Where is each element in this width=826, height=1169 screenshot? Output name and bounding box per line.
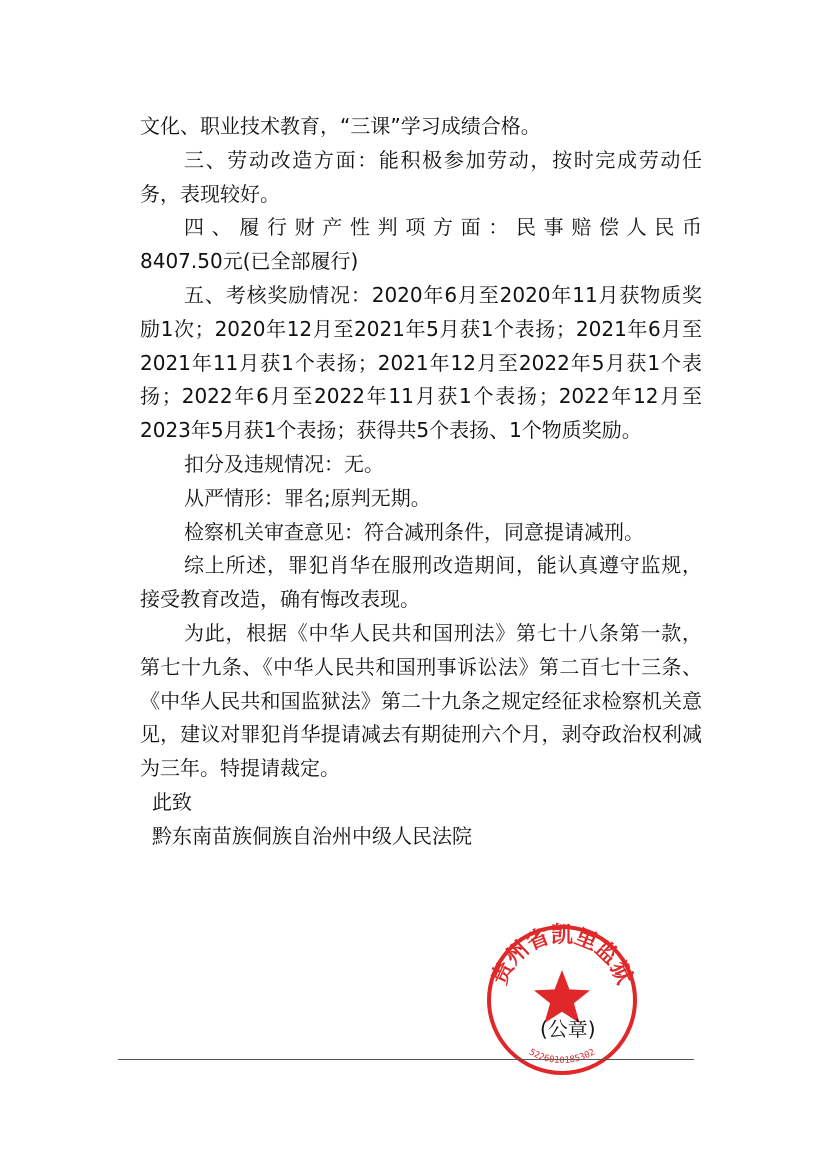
paragraph-summary: 综上所述，罪犯肖华在服刑改造期间，能认真遵守监规，接受教育改造，确有悔改表现。 (140, 553, 702, 612)
paragraph-labor: 三、劳动改造方面：能积极参加劳动，按时完成劳动任务，表现较好。 (140, 147, 702, 206)
seal-note: (公章) (540, 1017, 596, 1041)
official-seal (484, 922, 640, 1078)
paragraph-proposal: 为此，根据《中华人民共和国刑法》第七十八条第一款，第七十九条、《中华人民共和国刑事诉讼法》第二百七十三条、《中华人民共和国监狱法》第二十九条之规定经征求检察机关意见，建议对罪犯肖华提请减去有期徒刑六个月，剥夺政治权利减为三年。特提请裁定。 (140, 620, 702, 781)
paragraph-strict: 从严情形：罪名;原判无期。 (184, 485, 431, 510)
salutation: 此致 (152, 789, 192, 814)
paragraph-rewards: 五、考核奖励情况：2020年6月至2020年11月获物质奖励1次；2020年12月至2021年5月获1个表扬；2021年6月至2021年11月获1个表扬；2021年12月至2022年5月获1个表扬；2022年6月至2022年11月获1个表扬；2022年12月至2023年5月获1个表扬；获得共5个表扬、1个物质奖励。 (140, 282, 702, 443)
seal-code-text: 5226010185302 (527, 1047, 597, 1067)
paragraph-property-amount: 8407.50元(已全部履行) (140, 249, 359, 274)
seal-name-text: 贵州省凯里监狱 (486, 922, 638, 989)
paragraph-procuratorate: 检察机关审查意见：符合减刑条件，同意提请减刑。 (184, 519, 644, 544)
recipient: 黔东南苗族侗族自治州中级人民法院 (152, 823, 472, 848)
paragraph-deductions: 扣分及违规情况：无。 (184, 451, 384, 476)
footer-divider (118, 1059, 694, 1060)
document-body (140, 110, 702, 854)
paragraph-property: 四、履行财产性判项方面：民事赔偿人民币 (184, 215, 702, 240)
paragraph-education: 文化、职业技术教育，“三课”学习成绩合格。 (140, 114, 541, 138)
